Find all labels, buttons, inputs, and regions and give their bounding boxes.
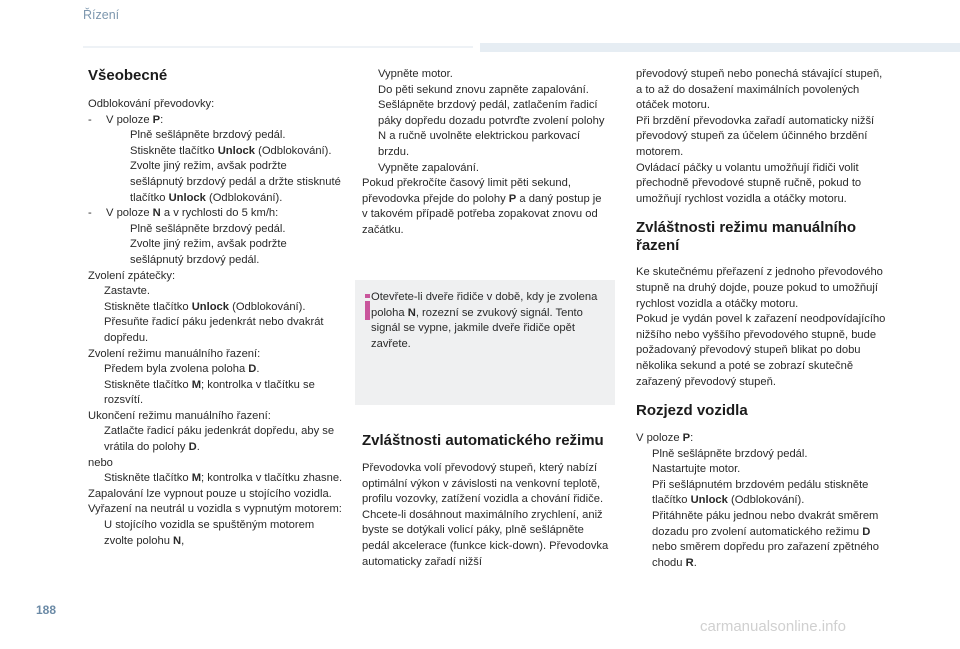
- manual-text: Ke skutečnému přeřazení z jednoho převodového stupně na druhý dojde, pouze pokud to umožňují rychlost vozidla a otáčky motoru.: [636, 266, 883, 310]
- bullet-item: Zvolte jiný režim, avšak podržte sešlápnutý brzdový pedál.: [130, 238, 287, 266]
- timeout-text: Pokud překročíte časový limit pěti sekund, převodovka přejde do polohy P a daný postup je v takovém případě potřeba zopakovat znovu od začátku.: [362, 177, 602, 236]
- manual-title: Zvolení režimu manuálního řazení:: [88, 347, 261, 360]
- unlock-intro: Odblokování převodovky:: [88, 98, 215, 110]
- standstill-text: Zapalování lze vypnout pouze u stojícího vozidla.: [88, 487, 332, 500]
- bullet-item: Stiskněte tlačítko Unlock (Odblokování).: [104, 300, 306, 313]
- auto-text-2: Chcete-li dosáhnout maximálního zrychlení, aniž byste se dotýkali volicí páky, plně sešlápněte pedál akcelerace (funkce kick-down). Převodovka automaticky zařadí nižší: [362, 508, 609, 568]
- heading-general: Všeobecné: [88, 67, 168, 84]
- bullet-item: Zastavte.: [104, 285, 151, 298]
- section-header: Řízení: [83, 8, 120, 22]
- heading-automatic-mode: Zvláštnosti automatického režimu: [362, 432, 604, 449]
- column-2: [362, 67, 610, 239]
- bullet-item: Sešlápněte brzdový pedál, zatlačením řadicí páky dopředu dozadu potvrďte zvolení polohy N a ručně uvolněte elektrickou parkovací brzdu.: [378, 99, 605, 158]
- start-label: V poloze P:: [636, 432, 694, 445]
- neutral-text: Vyřazení na neutrál u vozidla s vypnutým motorem:: [88, 503, 342, 516]
- column-1: [88, 67, 343, 549]
- bullet-item: Stiskněte tlačítko Unlock (Odblokování).: [130, 144, 332, 157]
- reverse-title: Zvolení zpátečky:: [88, 269, 176, 282]
- bullet-item: Zatlačte řadicí páku jedenkrát dopředu, aby se vrátila do polohy D.: [104, 425, 335, 454]
- or-text: nebo: [88, 456, 113, 469]
- header-rule: [83, 46, 473, 48]
- cont-text-2: Při brzdění převodovka zařadí automaticky nižší převodový stupeň za účelem účinného brzdění motorem.: [636, 114, 875, 158]
- cont-text-1: převodový stupeň nebo ponechá stávající stupeň, a to až do dosažení maximálních povolených otáček motoru.: [636, 68, 883, 112]
- heading-manual-mode: Zvláštnosti režimu manuálního řazení: [636, 219, 857, 255]
- dash-item: - V poloze N a v rychlosti do 5 km/h:: [88, 207, 279, 220]
- bullet-item: Stiskněte tlačítko M; kontrolka v tlačítku se rozsvítí.: [104, 378, 315, 407]
- bullet-item: Zvolte jiný režim, avšak podržte sešlápnutý brzdový pedál a držte stisknuté tlačítko Unlock (Odblokování).: [130, 160, 341, 204]
- bullet-item: Přesuňte řadicí páku jedenkrát nebo dvakrát dopředu.: [104, 316, 324, 344]
- heading-start: Rozjezd vozidla: [636, 402, 748, 420]
- watermark: carmanualsonline.info: [700, 618, 846, 635]
- column-2-lower: [362, 432, 610, 570]
- manual-text-2: Pokud je vydán povel k zařazení neodpovídajícího nižšího nebo vyššího převodového stupně, bude požadovaný převodový stupeň blikat po dobu několika sekund a poté se zobrazí skutečně zařazený převodový stupeň.: [636, 313, 886, 388]
- column-3: [636, 67, 886, 571]
- bullet-item: Vypněte zapalování.: [378, 161, 479, 174]
- cont-text-3: Ovládací páčky u volantu umožňují řidiči volit přechodně převodové stupně ručně, pokud to umožňují rychlost vozidla a otáčky motoru.: [636, 161, 862, 205]
- page-number: 188: [36, 603, 57, 617]
- bullet-item: Plně sešlápněte brzdový pedál.: [652, 447, 808, 460]
- bullet-item: Nastartujte motor.: [652, 463, 741, 476]
- bullet-item: Do pěti sekund znovu zapněte zapalování.: [378, 83, 589, 96]
- header-bar: [480, 43, 960, 52]
- info-text: Otevřete-li dveře řidiče v době, kdy je zvolena poloha N, rozezní se zvukový signál. Tento signál se vypne, jakmile dveře řidiče opět zavřete.: [371, 291, 598, 350]
- bullet-item: Při sešlápnutém brzdovém pedálu stiskněte tlačítko Unlock (Odblokování).: [652, 478, 869, 507]
- end-manual-title: Ukončení režimu manuálního řazení:: [88, 409, 271, 422]
- bullet-item: Vypněte motor.: [378, 68, 453, 80]
- bullet-item: Plně sešlápněte brzdový pedál.: [130, 222, 286, 235]
- bullet-item: Předem byla zvolena poloha D.: [104, 363, 260, 376]
- bullet-item: Plně sešlápněte brzdový pedál.: [130, 129, 286, 142]
- bullet-item: U stojícího vozidla se spuštěným motorem zvolte polohu N,: [104, 519, 315, 547]
- bullet-item: Stiskněte tlačítko M; kontrolka v tlačítku zhasne.: [104, 472, 343, 485]
- dash-item: - V poloze P:: [88, 113, 164, 126]
- auto-text: Převodovka volí převodový stupeň, který nabízí optimální výkon v závislosti na venkovní teplotě, profilu vozovky, zatížení vozidla a chování řidiče.: [362, 462, 604, 506]
- bullet-item: Přitáhněte páku jednou nebo dvakrát směrem dozadu pro zvolení automatického režimu D nebo směrem dopředu pro zařazení zpětného chodu R.: [652, 510, 880, 569]
- info-box: [355, 280, 615, 405]
